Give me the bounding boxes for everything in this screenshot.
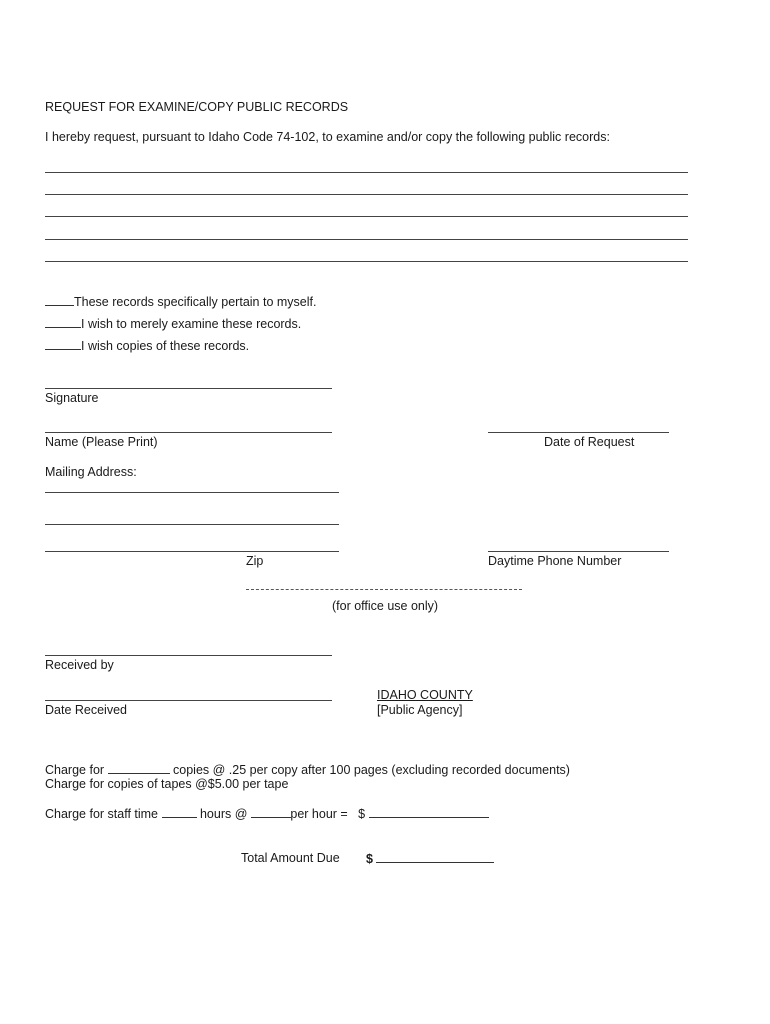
signature-line[interactable] — [45, 388, 332, 389]
option-examine: I wish to merely examine these records. — [45, 317, 301, 331]
address-line-2[interactable] — [45, 524, 339, 525]
date-of-request-line[interactable] — [488, 432, 669, 433]
received-by-label: Received by — [45, 658, 114, 672]
staff-hours-field[interactable] — [162, 807, 197, 818]
agency-type: [Public Agency] — [377, 703, 463, 717]
total-row: $ — [366, 852, 494, 866]
staff-amount-field[interactable] — [369, 807, 489, 818]
daytime-phone-line[interactable] — [488, 551, 669, 552]
daytime-phone-label: Daytime Phone Number — [488, 554, 622, 568]
mailing-address-label: Mailing Address: — [45, 465, 137, 479]
charge-staff-row: Charge for staff time hours @ per hour = $ — [45, 807, 489, 821]
total-label: Total Amount Due — [241, 851, 340, 865]
charge-tapes: Charge for copies of tapes @$5.00 per tape — [45, 777, 289, 791]
option-copies: I wish copies of these records. — [45, 339, 249, 353]
records-line-5[interactable] — [45, 261, 688, 262]
agency-name: IDAHO COUNTY — [377, 688, 473, 702]
office-use-divider — [246, 589, 522, 590]
option-checkbox-2[interactable] — [45, 317, 81, 328]
intro-text: I hereby request, pursuant to Idaho Code 74-102, to examine and/or copy the following public records: — [45, 130, 610, 144]
zip-label: Zip — [246, 554, 264, 568]
received-by-line[interactable] — [45, 655, 332, 656]
name-line[interactable] — [45, 432, 332, 433]
option-pertain-myself: These records specifically pertain to myself. — [45, 295, 316, 309]
records-line-4[interactable] — [45, 239, 688, 240]
date-received-line[interactable] — [45, 700, 332, 701]
records-line-1[interactable] — [45, 172, 688, 173]
records-line-2[interactable] — [45, 194, 688, 195]
total-amount-field[interactable] — [376, 852, 494, 863]
copies-count-field[interactable] — [108, 763, 170, 774]
date-received-label: Date Received — [45, 703, 127, 717]
signature-label: Signature — [45, 391, 99, 405]
form-title: REQUEST FOR EXAMINE/COPY PUBLIC RECORDS — [45, 100, 349, 114]
name-label: Name (Please Print) — [45, 435, 158, 449]
address-line-1[interactable] — [45, 492, 339, 493]
option-checkbox-1[interactable] — [45, 295, 74, 306]
office-use-label: (for office use only) — [332, 599, 439, 613]
records-line-3[interactable] — [45, 216, 688, 217]
date-of-request-label: Date of Request — [544, 435, 635, 449]
option-checkbox-3[interactable] — [45, 339, 81, 350]
charge-copies-row: Charge for copies @ .25 per copy after 100 pages (excluding recorded documents) — [45, 763, 570, 777]
address-line-3[interactable] — [45, 551, 339, 552]
staff-rate-field[interactable] — [251, 807, 291, 818]
